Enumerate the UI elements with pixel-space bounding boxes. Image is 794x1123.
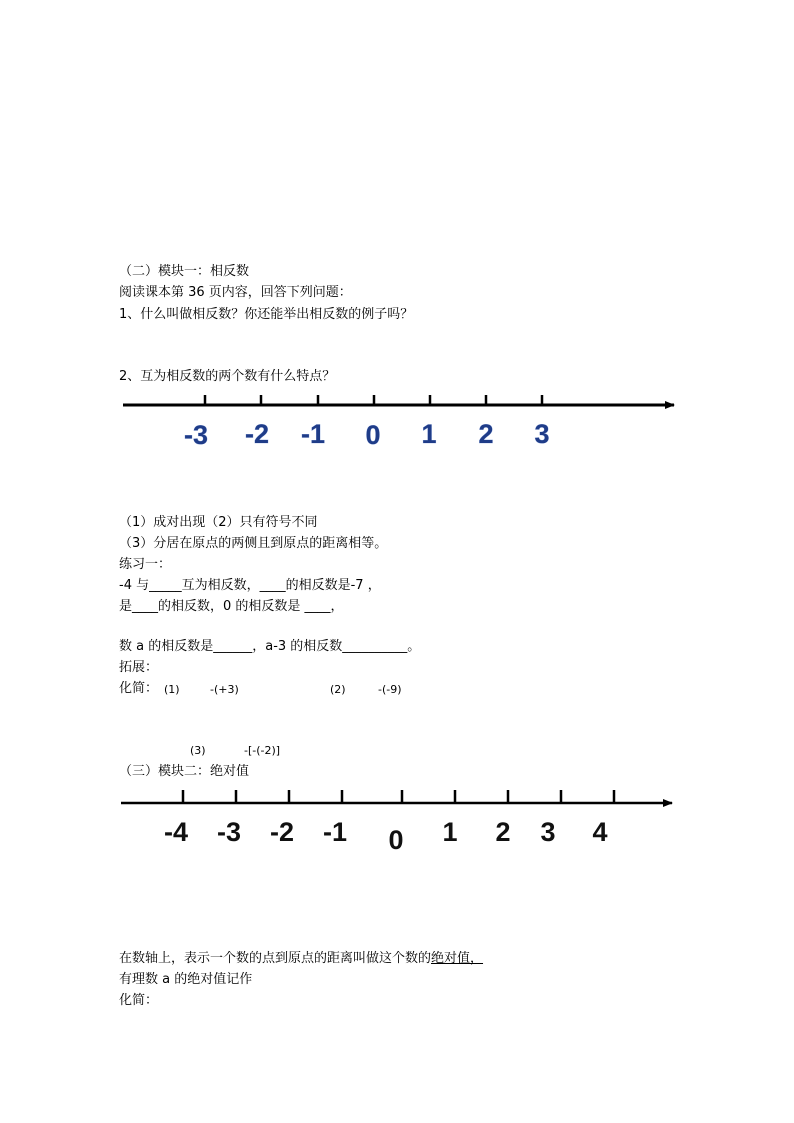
simplify-item-3-expression: -[-(-2)] bbox=[244, 744, 281, 757]
number-line-1-label: 3 bbox=[534, 419, 550, 449]
definition-term: 绝对值， bbox=[431, 951, 484, 966]
number-line-2-label: 2 bbox=[495, 817, 511, 847]
practice-line-3: 数 a 的相反数是______，a-3 的相反数__________。 bbox=[119, 639, 421, 654]
simplify-item-3-number: (3) bbox=[190, 744, 206, 757]
number-line-2-label: -3 bbox=[216, 817, 242, 847]
absolute-value-notation: 有理数 a 的绝对值记作 bbox=[119, 972, 253, 987]
absolute-value-definition bbox=[119, 951, 483, 967]
reading-instruction: 阅读课本第 36 页内容，回答下列问题： bbox=[119, 285, 352, 300]
practice-line-1: -4 与_____互为相反数，____的相反数是-7 ， bbox=[119, 578, 381, 593]
number-line-2-label: 3 bbox=[540, 817, 556, 847]
simplify-label: 化简： bbox=[119, 681, 159, 696]
number-line-2-label: 0 bbox=[388, 825, 404, 855]
number-line-1-label: 0 bbox=[365, 420, 381, 450]
definition-text: 在数轴上，表示一个数的点到原点的距离叫做这个数的 bbox=[119, 951, 432, 966]
simplify-item-2-number: (2) bbox=[330, 683, 346, 696]
number-line-1 bbox=[123, 395, 674, 450]
number-line-2-label: -1 bbox=[322, 817, 348, 847]
simplify-prompt: 化简： bbox=[119, 993, 159, 1008]
extension-title: 拓展： bbox=[119, 660, 159, 675]
number-line-2-label: -4 bbox=[163, 817, 189, 847]
number-line-2-label: 1 bbox=[442, 817, 458, 847]
number-line-2-label: -2 bbox=[269, 817, 295, 847]
number-line-2-label: 4 bbox=[592, 817, 608, 847]
number-line-2 bbox=[121, 790, 672, 855]
simplify-item-1-expression: -(+3) bbox=[210, 683, 239, 696]
section-title-opposite-numbers: （二）模块一：相反数 bbox=[119, 264, 250, 279]
simplify-item-2-expression: -(-9) bbox=[378, 683, 402, 696]
practice-title: 练习一： bbox=[119, 557, 172, 572]
section-title-absolute-value: （三）模块二：绝对值 bbox=[119, 764, 250, 779]
number-line-1-label: -3 bbox=[183, 420, 209, 450]
question-1: 1、什么叫做相反数？你还能举出相反数的例子吗？ bbox=[119, 307, 414, 322]
number-line-1-label: -2 bbox=[244, 419, 270, 449]
simplify-item-1-number: (1) bbox=[164, 683, 180, 696]
number-line-1-label: 2 bbox=[478, 419, 494, 449]
answer-line-2: （3）分居在原点的两侧且到原点的距离相等。 bbox=[119, 536, 388, 551]
question-2: 2、互为相反数的两个数有什么特点？ bbox=[119, 369, 336, 384]
answer-line-1: （1）成对出现（2）只有符号不同 bbox=[119, 515, 318, 530]
number-line-1-label: -1 bbox=[300, 419, 326, 449]
number-line-1-label: 1 bbox=[421, 419, 437, 449]
practice-line-2: 是____的相反数，0 的相反数是 ____， bbox=[119, 599, 344, 614]
